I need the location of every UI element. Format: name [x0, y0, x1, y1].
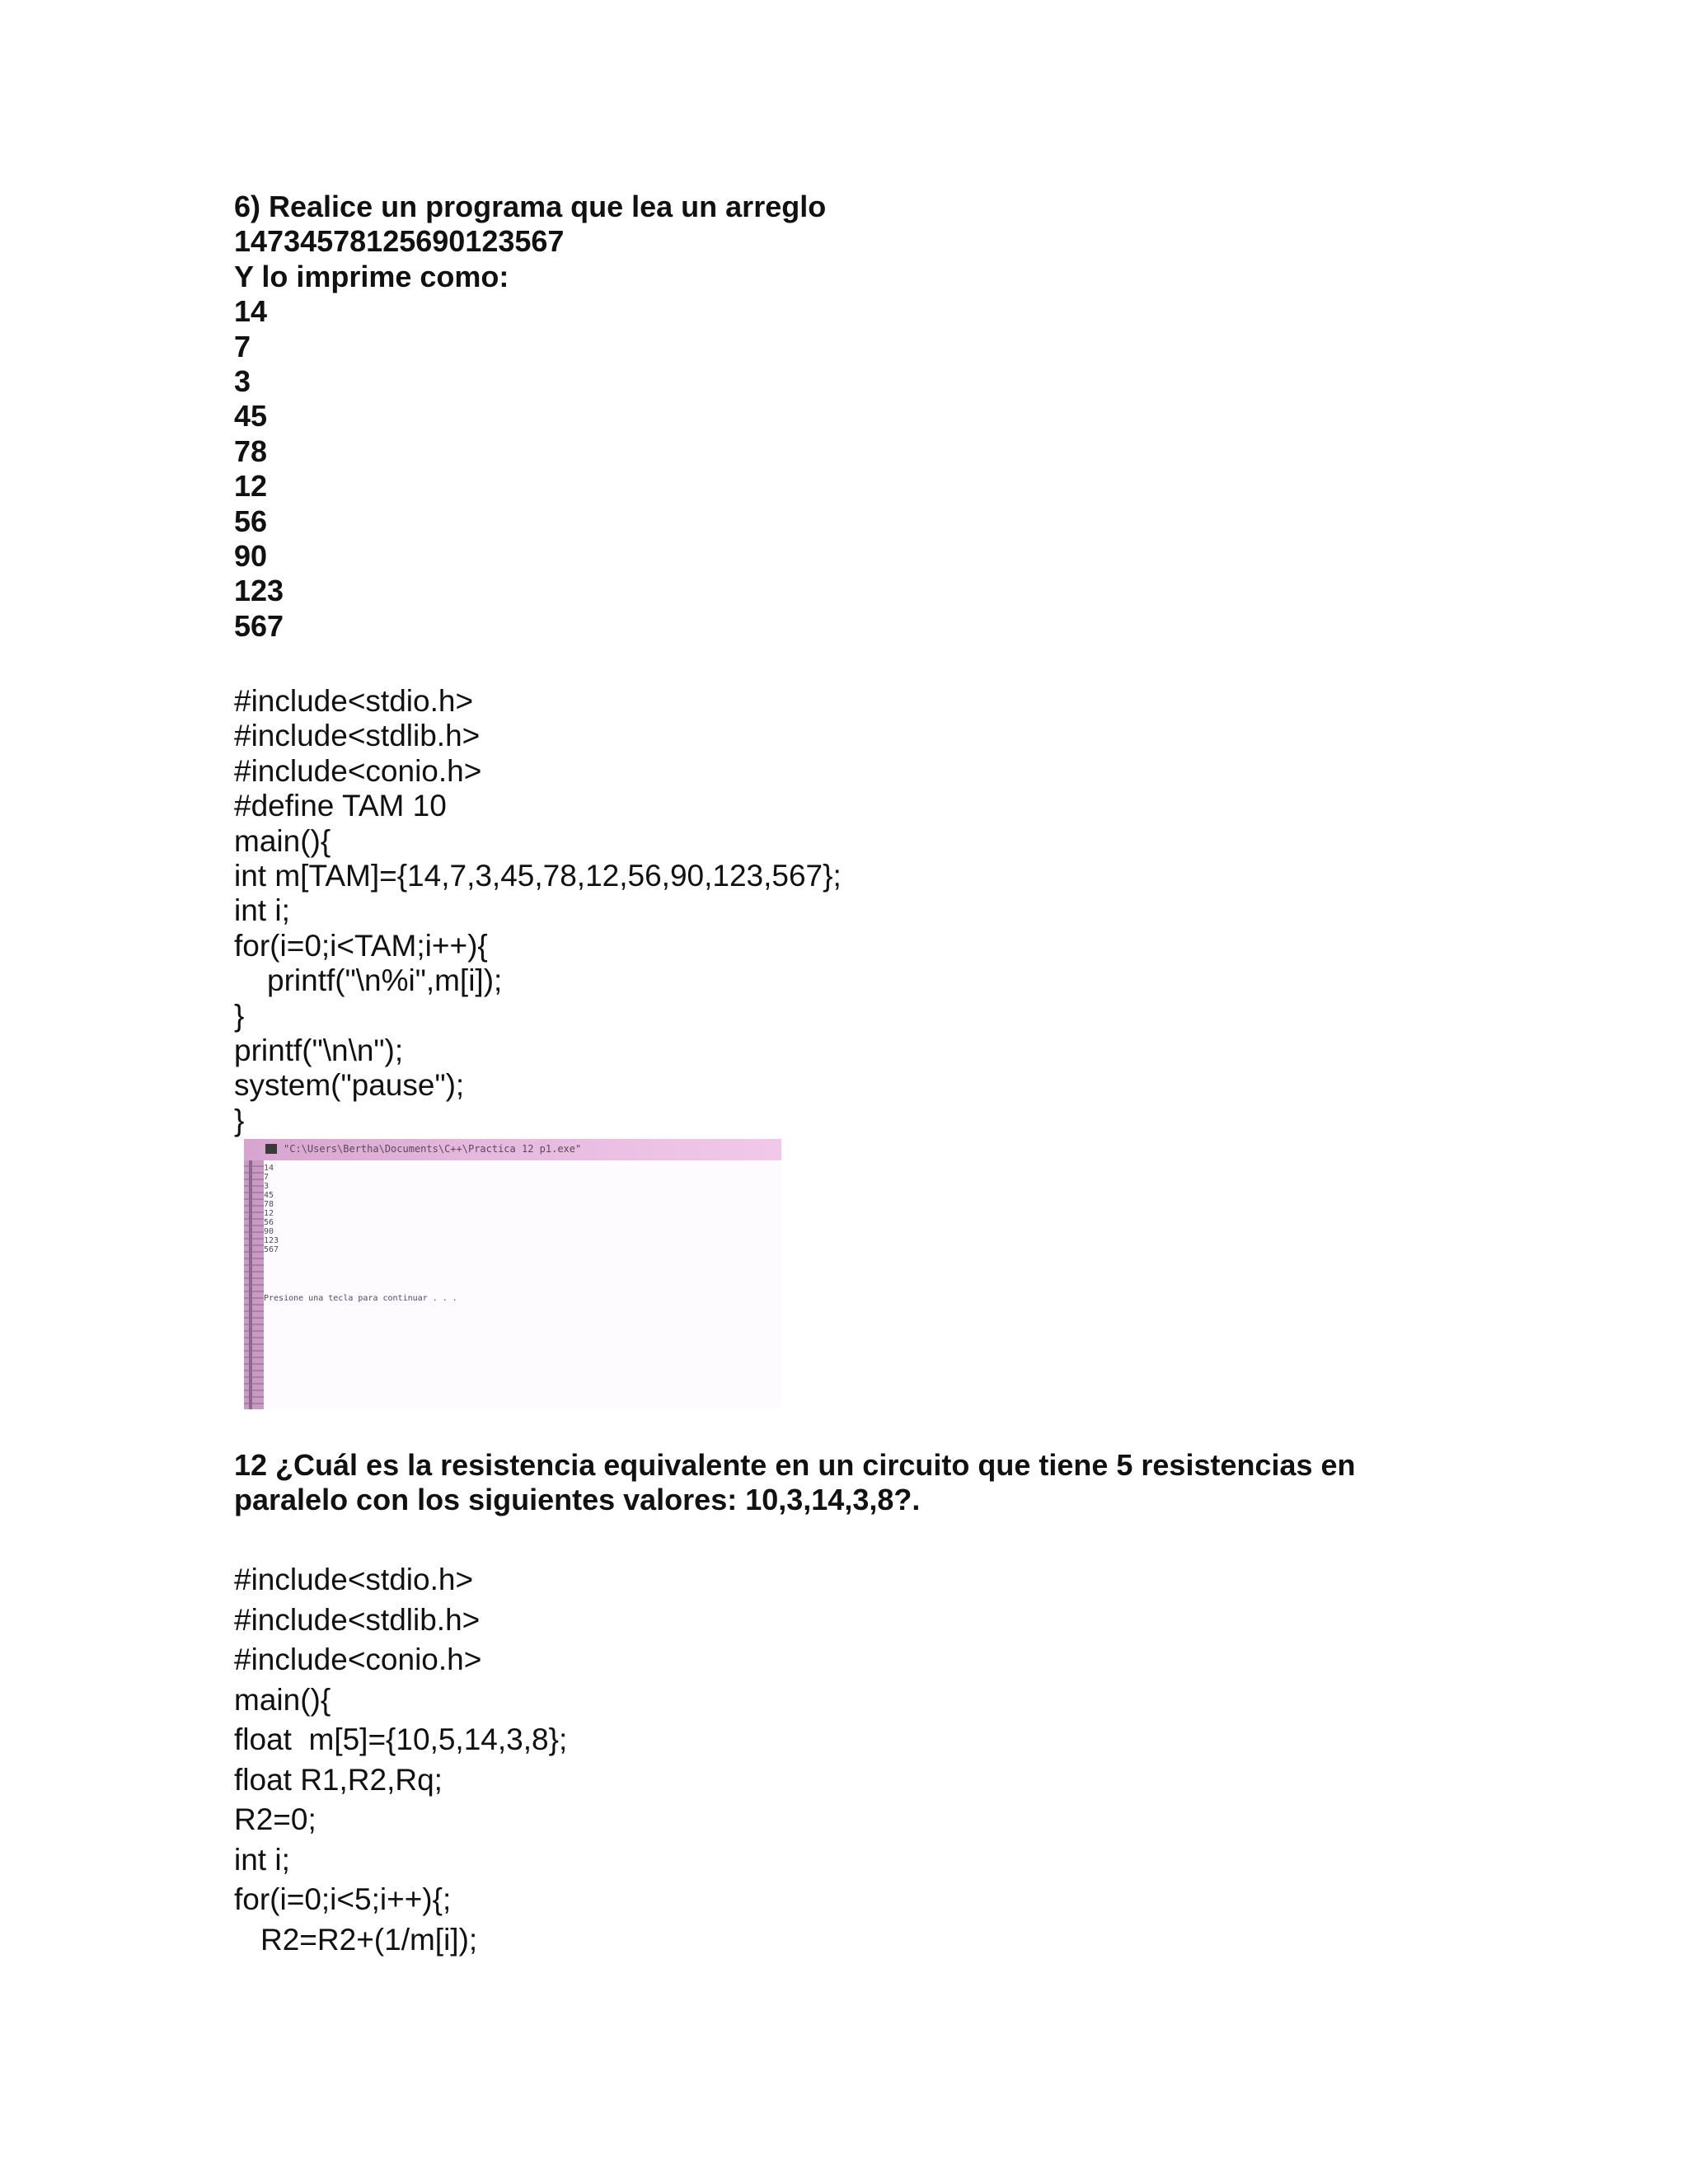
output-value: 14 [234, 294, 268, 329]
code-line: int i; [234, 893, 290, 928]
output-value: 78 [234, 434, 268, 468]
code-line: R2=0; [234, 1802, 316, 1836]
code-line: #define TAM 10 [234, 789, 447, 823]
code-line: int m[TAM]={14,7,3,45,78,12,56,90,123,567}; [234, 858, 842, 893]
code-line: #include<conio.h> [234, 753, 482, 788]
code-line: main(){ [234, 823, 331, 858]
code-line: float R1,R2,Rq; [234, 1762, 443, 1797]
output-value: 123 [234, 574, 284, 608]
problem-12-title: 12 ¿Cuál es la resistencia equivalente en un circuito que tiene 5 resistencias en [234, 1448, 1356, 1482]
console-title: "C:\Users\Bertha\Documents\C++\Practica 12 p1.exe" [284, 1143, 582, 1155]
code-line: } [234, 1103, 245, 1137]
problem-12-statement [234, 1448, 1470, 1518]
code-line: #include<stdlib.h> [234, 1602, 481, 1637]
output-value: 12 [234, 469, 268, 504]
code-line: for(i=0;i<5;i++){; [234, 1882, 452, 1916]
code-line: #include<stdio.h> [234, 684, 474, 718]
problem-6-code [234, 684, 842, 1138]
code-line: system("pause"); [234, 1068, 465, 1103]
console-title-bar [244, 1139, 781, 1160]
console-output-screenshot [244, 1139, 781, 1409]
console-left-edge [244, 1160, 264, 1409]
output-value: 56 [234, 504, 268, 538]
output-value: 3 [234, 363, 251, 398]
code-line: float m[5]={10,5,14,3,8}; [234, 1722, 568, 1756]
output-value: 45 [234, 399, 268, 434]
code-line: printf("\n%i",m[i]); [267, 963, 503, 998]
problem-6-title: 6) Realice un programa que lea un arreglo [234, 190, 827, 223]
console-pause-message: Presione una tecla para continuar . . . [264, 1294, 457, 1303]
code-line: printf("\n\n"); [234, 1033, 404, 1067]
problem-12-code [234, 1560, 567, 1960]
code-line: main(){ [234, 1682, 331, 1717]
console-output: 14 7 3 45 78 12 56 90 123 567 [264, 1164, 279, 1254]
code-line: #include<stdio.h> [234, 1563, 474, 1596]
output-value: 90 [234, 538, 268, 573]
output-intro: Y lo imprime como: [234, 259, 509, 293]
code-line: for(i=0;i<TAM;i++){ [234, 928, 488, 963]
output-value: 567 [234, 608, 284, 643]
code-line: } [234, 998, 245, 1033]
problem-6-statement [234, 190, 826, 644]
code-line: int i; [234, 1842, 290, 1877]
input-array-digits: 14734578125690123567 [234, 224, 565, 259]
output-value: 7 [234, 329, 251, 363]
problem-12-title-cont: paralelo con los siguientes valores: 10,3,14,3,8?. [234, 1483, 921, 1517]
code-line: #include<conio.h> [234, 1643, 482, 1676]
code-line: #include<stdlib.h> [234, 719, 481, 753]
console-window-icon [265, 1144, 277, 1154]
code-line: R2=R2+(1/m[i]); [260, 1922, 478, 1957]
console-left-edge-line [249, 1160, 252, 1409]
